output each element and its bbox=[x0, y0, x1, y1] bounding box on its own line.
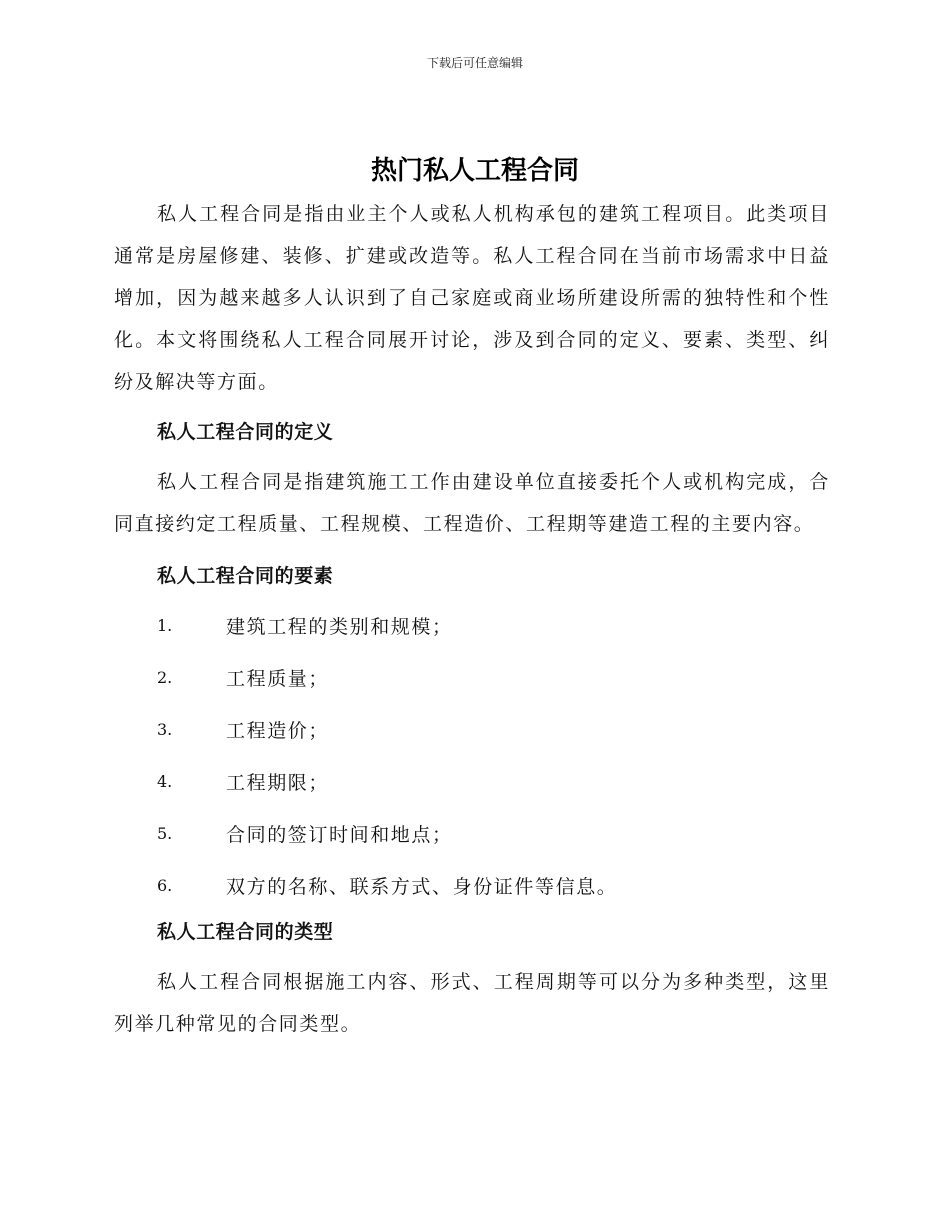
list-item-number: 1. bbox=[157, 615, 173, 635]
list-item-text: 工程期限； bbox=[226, 771, 330, 794]
list-item bbox=[114, 807, 830, 859]
list-item bbox=[114, 703, 830, 755]
list-item-text: 工程质量； bbox=[226, 667, 330, 690]
list-item bbox=[114, 859, 830, 911]
intro-paragraph: 私人工程合同是指由业主个人或私人机构承包的建筑工程项目。此类项目通常是房屋修建、装修、扩建或改造等。私人工程合同在当前市场需求中日益增加，因为越来越多人认识到了自己家庭或商业场所建设所需的独特性和个性化。本文将围绕私人工程合同展开讨论，涉及到合同的定义、要素、类型、纠纷及解决等方面。 bbox=[114, 203, 830, 393]
document-title: 热门私人工程合同 bbox=[370, 156, 579, 186]
section-heading-types: 私人工程合同的类型 bbox=[157, 921, 334, 943]
list-item-text: 双方的名称、联系方式、身份证件等信息。 bbox=[226, 875, 618, 898]
section-heading-elements: 私人工程合同的要素 bbox=[157, 565, 334, 587]
header-note: 下载后可任意编辑 bbox=[426, 56, 523, 70]
list-item-number: 4. bbox=[157, 771, 173, 791]
list-item-number: 5. bbox=[157, 823, 173, 843]
list-item-number: 3. bbox=[157, 719, 173, 739]
document-body bbox=[114, 193, 830, 1045]
list-item-number: 6. bbox=[157, 875, 173, 895]
list-item-text: 建筑工程的类别和规模； bbox=[226, 615, 453, 638]
definition-paragraph: 私人工程合同是指建筑施工工作由建设单位直接委托个人或机构完成，合同直接约定工程质量、工程规模、工程造价、工程期等建造工程的主要内容。 bbox=[114, 471, 830, 535]
list-item-text: 工程造价； bbox=[226, 719, 330, 742]
list-item bbox=[114, 651, 830, 703]
section-heading-definition: 私人工程合同的定义 bbox=[157, 421, 334, 443]
list-item bbox=[114, 599, 830, 651]
elements-list bbox=[114, 599, 830, 911]
list-item-number: 2. bbox=[157, 667, 173, 687]
types-paragraph: 私人工程合同根据施工内容、形式、工程周期等可以分为多种类型，这里列举几种常见的合同类型。 bbox=[114, 971, 830, 1035]
list-item bbox=[114, 755, 830, 807]
list-item-text: 合同的签订时间和地点； bbox=[226, 823, 453, 846]
